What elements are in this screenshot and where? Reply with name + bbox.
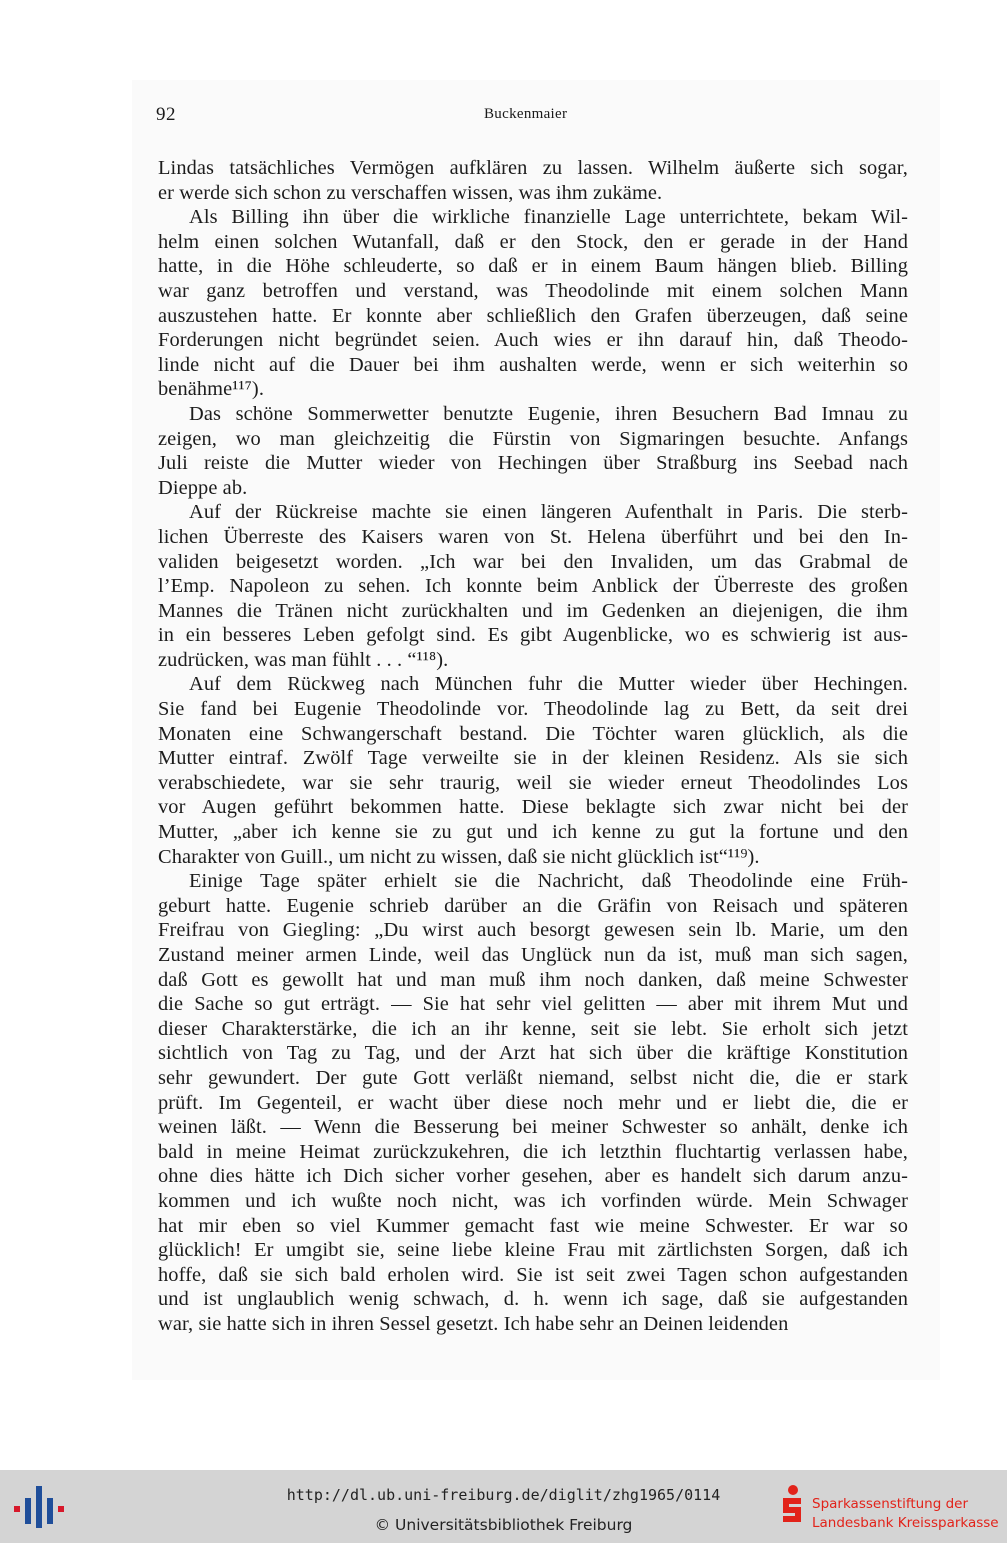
sponsor-logo[interactable] [780, 1480, 1005, 1536]
text-line: Lindas tatsächliches Vermögen aufklären zu lassen. Wilhelm äußerte sich sogar, [158, 157, 908, 179]
text-line: glücklich! Er umgibt sie, seine liebe kleine Frau mit zärtlichsten Sorgen, daß ich [158, 1239, 908, 1262]
text-line: bald in meine Heimat zurückzukehren, die ich letzthin fluchtartig verlassen habe, [158, 1140, 908, 1163]
text-line: hatte, in die Höhe schleuderte, so daß er in einem Baum hängen blieb. Billing [158, 255, 908, 278]
sparkasse-s-icon [780, 1484, 806, 1524]
text-line: hoffe, daß sie sich bald erholen wird. Sie ist seit zwei Tagen schon aufgestanden [158, 1263, 908, 1286]
text-line: weinen läßt. — Wenn die Besserung bei meiner Schwester so anhält, denke ich [158, 1116, 908, 1139]
paragraph [158, 500, 908, 672]
text-line: Das schöne Sommerwetter benutzte Eugenie, ihren Besuchern Bad Imnau zu [189, 402, 908, 425]
text-line: Auf der Rückreise machte sie einen längeren Aufenthalt in Paris. Die sterb- [189, 501, 908, 524]
text-line: Einige Tage später erhielt sie die Nachricht, daß Theodolinde eine Früh- [189, 870, 908, 893]
text-line: benähme¹¹⁷). [158, 378, 265, 401]
page-number: 92 [156, 104, 176, 125]
text-line: dieser Charakterstärke, die ich an ihr kenne, seit sie lebt. Sie erholt sich jetzt [158, 1017, 908, 1040]
text-line: daß Gott es gewollt hat und man muß ihm noch danken, daß meine Schwester [158, 968, 908, 991]
text-line: vor Augen geführt bekommen hatte. Diese beklagte sich zwar nicht bei der [158, 796, 908, 819]
text-line: Mutter, „aber ich kenne sie zu gut und ich kenne zu gut la fortune und den [158, 821, 908, 844]
paragraph [158, 869, 908, 1336]
sponsor-name-line-1: Sparkassenstiftung der [812, 1496, 969, 1512]
text-line: Monaten eine Schwangerschaft bestand. Die Töchter waren glücklich, als die [158, 722, 908, 745]
text-line: linde nicht auf die Dauer bei ihm aushalten werde, wenn er sich weiterhin so [158, 353, 908, 376]
text-line: sehr gewundert. Der gute Gott verläßt niemand, selbst nicht die, die er stark [158, 1066, 908, 1089]
text-line: war, sie hatte sich in ihren Sessel gesetzt. Ich habe sehr an Deinen leidenden [158, 1312, 789, 1335]
paragraph [158, 672, 908, 869]
paragraph [158, 402, 908, 500]
text-line: helm einen solchen Wutanfall, daß er den Stock, den er gerade in der Hand [158, 230, 908, 253]
text-line: Auf dem Rückweg nach München fuhr die Mutter wieder über Hechingen. [189, 673, 908, 696]
paragraph [158, 205, 908, 402]
text-line: zeigen, wo man gleichzeitig die Fürstin von Sigmaringen besuchte. Anfangs [158, 427, 908, 450]
text-line: geburt hatte. Eugenie schrieb darüber an die Gräfin von Reisach und späteren [158, 894, 908, 917]
text-line: in ein besseres Leben gefolgt sind. Es gibt Augenblicke, wo es schwierig ist aus- [158, 624, 908, 647]
paragraph [158, 156, 908, 205]
text-line: sichtlich von Tag zu Tag, und der Arzt hat sich über die kräftige Konstitution [158, 1042, 908, 1065]
text-line: Forderungen nicht begründet seien. Auch wies er ihn darauf hin, daß Theodo- [158, 329, 908, 352]
text-line: Charakter von Guill., um nicht zu wissen, daß sie nicht glücklich ist“¹¹⁹). [158, 845, 760, 868]
text-line: prüft. Im Gegenteil, er wacht über diese noch mehr und er liebt die, die er [158, 1091, 908, 1114]
sponsor-name-line-2: Landesbank Kreissparkasse [812, 1515, 999, 1531]
text-line: Freifrau von Giegling: „Du wirst auch besorgt gewesen sein lb. Marie, um den [158, 919, 908, 942]
text-line: und ist unglaublich wenig schwach, d. h. wenn ich sage, daß sie aufgestanden [158, 1288, 908, 1311]
text-line: die Sache so gut erträgt. — Sie hat sehr viel gelitten — aber mit ihrem Mut und [158, 993, 908, 1016]
text-line: er werde sich schon zu verschaffen wissen, was ihm zukäme. [158, 181, 663, 204]
text-line: auszustehen hatte. Er konnte aber schließlich den Grafen überzeugen, daß seine [158, 304, 908, 327]
text-line: Sie fand bei Eugenie Theodolinde vor. Theodolinde lag zu Bett, da seit drei [158, 698, 908, 721]
text-line: lichen Überreste des Kaisers waren von St. Helena überführt und bei den In- [158, 525, 908, 548]
running-head: Buckenmaier [484, 106, 568, 122]
text-line: war ganz betroffen und verstand, was Theodolinde mit einem solchen Mann [158, 279, 908, 302]
text-line: hat mir eben so viel Kummer gemacht fast wie meine Schwester. Er war so [158, 1214, 908, 1237]
copyright-notice: © Universitätsbibliothek Freiburg [374, 1516, 633, 1534]
text-line: kommen und ich wußte noch nicht, was ich vorfinden würde. Mein Schwager [158, 1189, 908, 1212]
permalink-url[interactable]: http://dl.ub.uni-freiburg.de/diglit/zhg1965/0114 [286, 1486, 721, 1504]
body-text [158, 156, 908, 1337]
text-line: Dieppe ab. [158, 476, 248, 499]
text-line: l’Emp. Napoleon zu sehen. Ich konnte beim Anblick der Überreste des großen [158, 575, 908, 598]
text-line: Zustand meiner armen Linde, weil das Unglück nun da ist, muß man sich sagen, [158, 944, 908, 966]
text-line: ohne dies hätte ich Dich sicher vorher gesehen, aber es handelt sich darum anzu- [158, 1165, 908, 1188]
text-line: verabschiedete, war sie sehr traurig, weil sie wieder erneut Theodolindes Los [158, 771, 908, 794]
text-line: zudrücken, was man fühlt . . . “¹¹⁸). [158, 648, 449, 671]
text-line: validen beigesetzt worden. „Ich war bei den Invaliden, um das Grabmal de [158, 550, 908, 573]
text-line: Mannes die Tränen nicht zurückhalten und im Gedenken an diejenigen, die ihm [158, 599, 908, 622]
text-line: Als Billing ihn über die wirkliche finanzielle Lage unterrichtete, bekam Wil- [189, 206, 908, 229]
footer-bar [0, 1470, 1007, 1543]
text-line: Mutter eintraf. Zwölf Tage verweilte sie in der kleinen Residenz. Als sie sich [158, 747, 908, 770]
text-line: Juli reiste die Mutter wieder von Hechingen über Straßburg ins Seebad nach [158, 452, 908, 475]
